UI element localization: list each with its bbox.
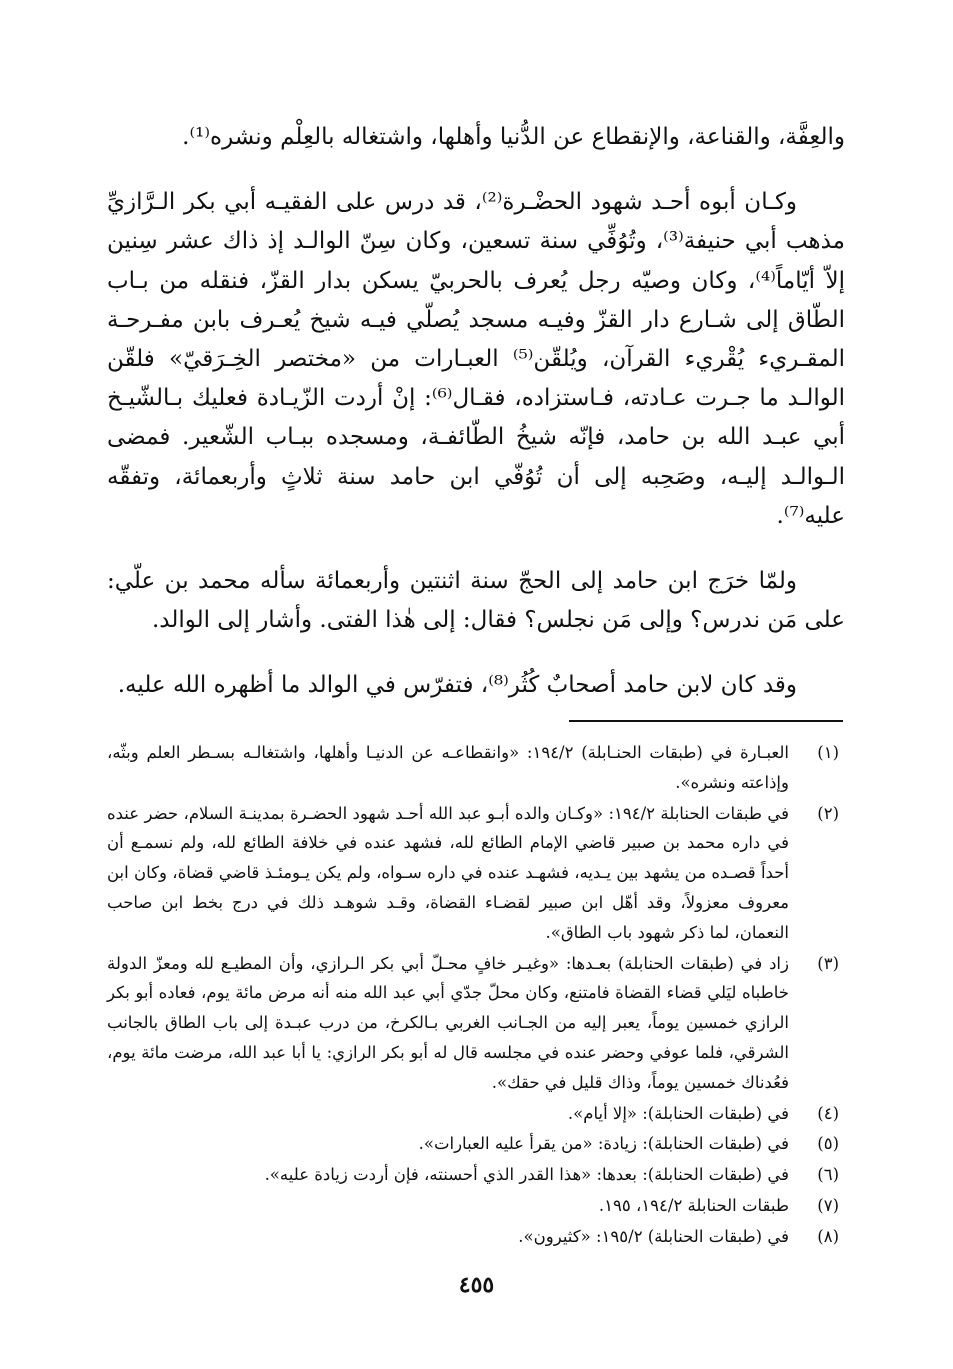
paragraph-2: وكـان أبوه أحـد شهود الحضْـرة⁽²⁾، قد درس على الفقيـه أبي بكر الـرَّازيِّ مذهب أبي حنيفة⁽³⁾، وتُوُفِّي سنة تسعين، وكان سِنّ الوالـد إذ ذاك عشر سِنين إلاّ أيّاماً⁽⁴⁾، وكان وصيّه رجل يُعرف بالحربيّ يسكن بدار القزّ، فنقله من بـاب الطّاق إلى شـارع دار القزّ وفيـه مسجد يُصلّي فيـه شيخ يُعـرف بابن مفـرحـة المقـريء يُقْريء القرآن، ويُلقّن⁽⁵⁾ العبـارات من «مختصر الخِـرَقيّ» فلقّن الوالـد ما جـرت عـادته، فـاستزاده، فقـال⁽⁶⁾: إنْ أردت الزّيـادة فعليك بـالشّيـخ أبي عبـد الله بن حامد، فإنّه شيخُ الطّائفـة، ومسجده ببـاب الشّعير. فمضى الـوالـد إليـه، وصَحِبه إلى أن تُوُفّي ابن حامد سنة ثلاثٍ وأربعمائة، وتفقّه عليه⁽⁷⁾. xyxy=(107,189,845,529)
footnote-number: (٣) xyxy=(817,953,839,973)
footnote-text: في (طبقات الحنابلة): زيادة: «من يقرأ عليه العبارات». xyxy=(418,1134,789,1154)
footnote-4 xyxy=(107,1099,845,1129)
footnote-number: (٧) xyxy=(817,1195,839,1215)
footnote-5 xyxy=(107,1129,845,1159)
footnote-6 xyxy=(107,1160,845,1190)
footnote-number: (٦) xyxy=(817,1165,839,1185)
paragraph-4: وقد كان لابن حامد أصحابٌ كُثُر⁽⁸⁾، فتفرّس في الوالد ما أظهره الله عليه. xyxy=(117,672,797,699)
footnotes xyxy=(107,738,845,1253)
paragraph-1: والعِفَّة، والقناعة، والإنقطاع عن الدُّنيا وأهلها، واشتغاله بالعِلْم ونشره⁽¹⁾. xyxy=(182,124,845,150)
footnote-text: في (طبقات الحنابلة) ١٩٥/٢: «كثيرون». xyxy=(518,1226,789,1246)
footnote-number: (١) xyxy=(817,743,839,762)
footnote-8 xyxy=(107,1222,845,1252)
footnote-number: (٤) xyxy=(817,1103,839,1123)
footnote-text: طبقات الحنابلة ١٩٤/٢، ١٩٥. xyxy=(598,1195,789,1215)
footnote-text: العبـارة في (طبقات الحنـابلة) ١٩٤/٢: «وانقطاعـه عن الدنيـا وأهلها، واشتغالـه بسـطر العلم وبثّه، وإذاعته ونشره». xyxy=(107,743,789,792)
footnote-number: (٨) xyxy=(817,1226,839,1246)
footnote-divider xyxy=(569,720,843,722)
footnote-3 xyxy=(107,949,845,1098)
footnote-2 xyxy=(107,799,845,948)
footnote-number: (٢) xyxy=(817,803,839,823)
page-number: ٤٥٥ xyxy=(458,1272,495,1298)
footnote-7 xyxy=(107,1191,845,1221)
footnote-text: زاد في (طبقات الحنابلة) بعـدها: «وغيـر خافٍ محـلّ أبي بكر الـرازي، وأن المطيـع لله ومعزّ الدولة خاطباه ليَلي قضاء القضاة فامتنع، وكان محلّ جدّي أبي عبد الله منه أنه مرض مائة يوم، فعاده أبو بكر الرازي خمسين يوماً، يعبر إليه من الجـانب الغربي بـالكرخ، من درب عبـدة إلى باب الطاق بالجانب الشرقي، فلما عوفي وحضر عنده في مجلسه قال له أبو بكر الرازي: يا أبا عبد الله، مرضت مائة يوم، فعُدناك خمسين يوماً، وذاك قليل في حقك». xyxy=(107,953,789,1092)
footnote-text: في طبقات الحنابلة ١٩٤/٢: «وكـان والده أبـو عبد الله أحـد شهود الحضـرة بمدينـة السلام، حضر عنده في داره محمد بن صبير قاضي الإمام الطائع لله، فشهد عنده في خلافة الطائع لله، ولم نسمـع أن أحداً قصـده من يشهد بين يـديه، فشهـد عنده في داره سـواه، ولم يكن يـومئـذ قاضي قضاة، وكان ابن معروف معزولاً، وقد أهّل ابن صبير لقضـاء القضاة، وقـد شوهـد ذلك في درج بخط ابن صاحب النعمان، لما ذكر شهود باب الطاق». xyxy=(107,803,789,942)
main-text xyxy=(107,118,845,706)
footnote-1 xyxy=(107,738,845,798)
paragraph-3: ولمّا خرَج ابن حامد إلى الحجّ سنة اثنتين وأربعمائة سأله محمد بن علّي: على مَن ندرس؟ وإلى مَن نجلس؟ فقال: إلى هٰذا الفتى. وأشار إلى الوالد. xyxy=(107,568,845,634)
footnote-text: في (طبقات الحنابلة): بعدها: «هذا القدر الذي أحسنته، فإن أردت زيادة عليه». xyxy=(264,1165,789,1185)
footnote-text: في (طبقات الحنابلة): «إلا أيام». xyxy=(567,1103,789,1123)
footnote-number: (٥) xyxy=(817,1134,839,1154)
